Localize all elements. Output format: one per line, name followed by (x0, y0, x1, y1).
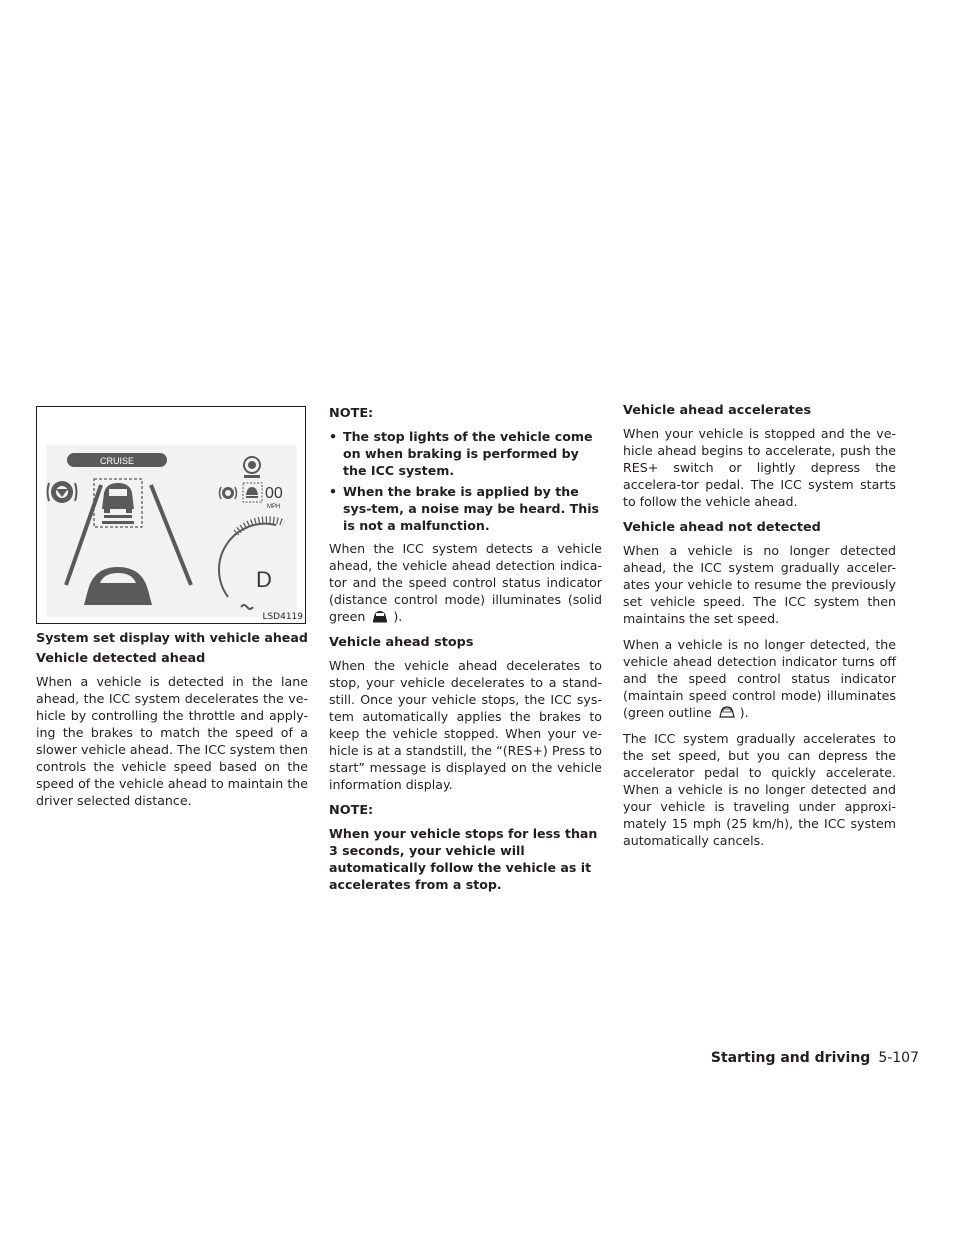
column-1 (36, 402, 308, 818)
section-title: Starting and driving (710, 1050, 871, 1066)
paragraph-vehicle-detected: When a vehicle is detected in the lane ahead, the ICC system decelerates the ve-hicle by controlling the throttle and apply-ing the brakes to match the speed of a slower vehicle ahead. The ICC system then controls the vehicle speed based on the speed of the vehicle ahead to maintain the driver selected distance. (36, 674, 308, 808)
heading-vehicle-ahead-accelerates: Vehicle ahead accelerates (623, 403, 812, 418)
paragraph-vehicle-ahead-accelerates: When your vehicle is stopped and the ve-hicle ahead begins to accelerate, push the RES+ switch or lightly depress the accelera-tor pedal. The ICC system starts to follow the vehicle ahead. (623, 426, 896, 509)
note-label-2: NOTE: (329, 803, 374, 818)
figure-caption: System set display with vehicle ahead (36, 630, 308, 645)
paragraph-detects-vehicle: When the ICC system detects a vehicle ahead, the vehicle ahead detection indica-tor and the speed control status indicator (distance control mode) illuminates (solid green ). (329, 541, 602, 624)
vehicle-ahead-icon (102, 483, 134, 513)
page-footer (711, 1050, 919, 1066)
note-item (329, 483, 602, 534)
note-item (329, 428, 602, 479)
figure-label: LSD4119 (262, 612, 303, 622)
steering-assist-small-icon (220, 487, 237, 499)
road-line-right (151, 485, 191, 585)
paragraph-gradually-accelerates: The ICC system gradually accelerates to the set speed, but you can depress the accelerator pedal to quickly accelerate. When a vehicle is no longer detected and your vehicle is traveling under approxi-mately 15 mph (25 km/h), the ICC system automatically cancels. (623, 731, 896, 848)
speed-unit: MPH (267, 504, 281, 510)
page-number: 5-107 (878, 1050, 919, 1066)
note-item-text: When the brake is applied by the sys-tem, a noise may be heard. This is not a malfunction. (343, 484, 600, 533)
speedometer-ticks (236, 520, 284, 533)
bullet: • (329, 484, 338, 499)
paragraph-no-longer-detected: When a vehicle is no longer detected, the vehicle ahead detection indicator turns off and the speed control status indicator (maintain speed control mode) illuminates (green outline ). (623, 637, 896, 720)
column-3 (623, 402, 896, 858)
note-item-text: The stop lights of the vehicle come on when braking is performed by the ICC system. (343, 429, 593, 478)
paragraph-not-detected: When a vehicle is no longer detected ahead, the ICC system gradually acceler-ates your vehicle to resume the previously set vehicle speed. The ICC system then maintains the set speed. (623, 543, 896, 626)
vehicle-outline-icon (716, 705, 738, 719)
own-vehicle-icon (84, 567, 152, 605)
paragraph-vehicle-ahead-stops: When the vehicle ahead decelerates to stop, your vehicle decelerates to a stand-still. Once your vehicle stops, the ICC sys-tem automatically applies the brakes to keep the vehicle stopped. When your ve-hicle is at a standstill, the “(RES+) Press to start” message is displayed on the vehicle information display. (329, 658, 602, 792)
steering-wheel-icon (48, 481, 77, 503)
heading-vehicle-detected-ahead: Vehicle detected ahead (36, 651, 206, 666)
note-label: NOTE: (329, 406, 374, 421)
set-speed-readout: 00 (265, 485, 283, 502)
heading-vehicle-ahead-stops: Vehicle ahead stops (329, 635, 474, 650)
cruise-text: CRUISE (99, 456, 135, 466)
bullet: • (329, 429, 338, 444)
note-text-2: When your vehicle stops for less than 3 seconds, your vehicle will automatically follow the vehicle as it accelerates from a stop. (329, 826, 598, 892)
column-2 (329, 402, 602, 902)
display-illustration (46, 445, 297, 617)
ldw-indicator-icon (244, 457, 260, 478)
distance-bar-2 (102, 521, 134, 524)
cruise-display-figure (36, 406, 306, 624)
heading-vehicle-ahead-not-detected: Vehicle ahead not detected (623, 520, 821, 535)
road-line-left (66, 485, 101, 585)
eco-icon (241, 605, 253, 609)
distance-indicator-icon (243, 483, 262, 502)
distance-bar-1 (104, 515, 132, 518)
vehicle-ahead-solid-icon (369, 609, 391, 623)
gear-indicator: D (256, 567, 272, 592)
note-list (329, 428, 602, 534)
